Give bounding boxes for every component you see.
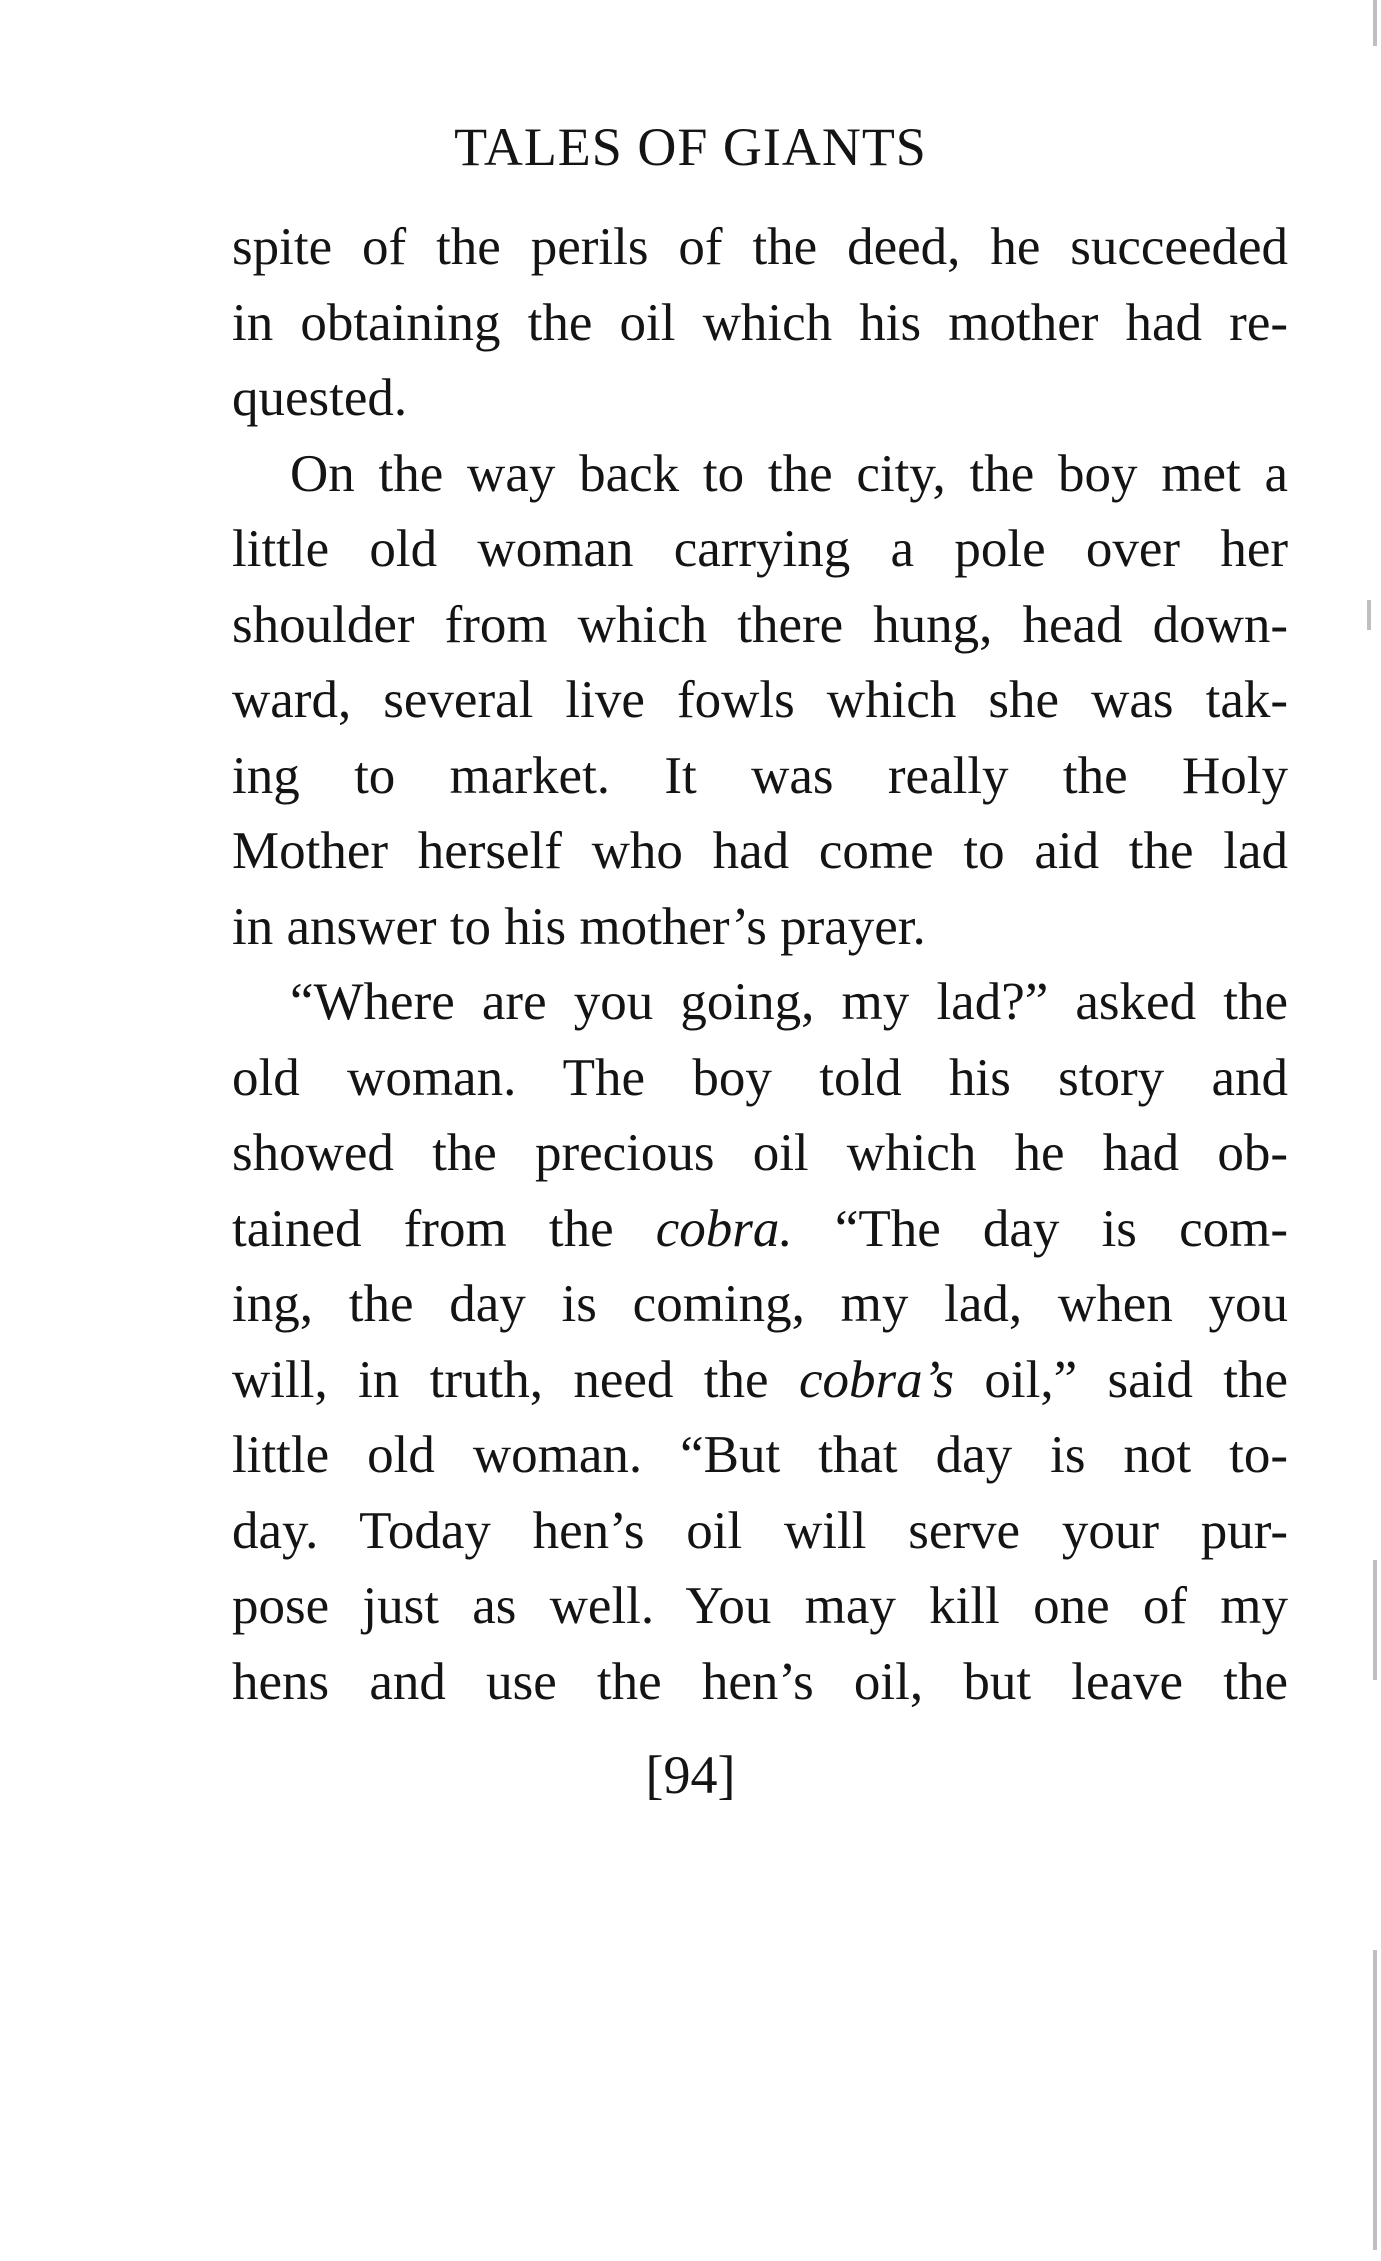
text-line: tained from the cobra. “The day is com-: [232, 1199, 1288, 1258]
text-line: ing, the day is coming, my lad, when you: [232, 1275, 1288, 1333]
text-line: pose just as well. You may kill one of my: [232, 1577, 1288, 1635]
text-line: “Where are you going, my lad?” asked the: [290, 973, 1288, 1031]
page-number: [94]: [645, 1745, 736, 1805]
text-line: little old woman. “But that day is not to-: [232, 1426, 1288, 1484]
text-line: old woman. The boy told his story and: [232, 1048, 1288, 1107]
running-head: TALES OF GIANTS: [454, 117, 927, 177]
body-text: [232, 210, 1288, 1720]
paragraph-3: [232, 965, 1288, 1720]
text-line: ing to market. It was really the Holy: [232, 746, 1288, 805]
text-line: hens and use the hen’s oil, but leave the: [232, 1652, 1288, 1711]
text-line: will, in truth, need the cobra’s oil,” said the: [232, 1350, 1288, 1409]
text-line: in answer to his mother’s prayer.: [232, 897, 926, 956]
text-line: showed the precious oil which he had ob-: [232, 1124, 1288, 1182]
paragraph-1: [232, 210, 1288, 437]
scan-edge-noise: [1359, 0, 1381, 2261]
text-line: On the way back to the city, the boy met a: [290, 444, 1288, 503]
text-line: day. Today hen’s oil will serve your pur-: [232, 1501, 1288, 1560]
paragraph-2: [232, 437, 1288, 966]
text-line: little old woman carrying a pole over her: [232, 520, 1288, 578]
text-line: spite of the perils of the deed, he succeeded: [232, 218, 1288, 276]
text-line: ward, several live fowls which she was tak-: [232, 671, 1288, 729]
text-line: quested.: [232, 369, 408, 427]
text-line: Mother herself who had come to aid the lad: [232, 822, 1288, 880]
text-line: in obtaining the oil which his mother had re-: [232, 293, 1288, 352]
text-line: shoulder from which there hung, head down-: [232, 595, 1288, 654]
